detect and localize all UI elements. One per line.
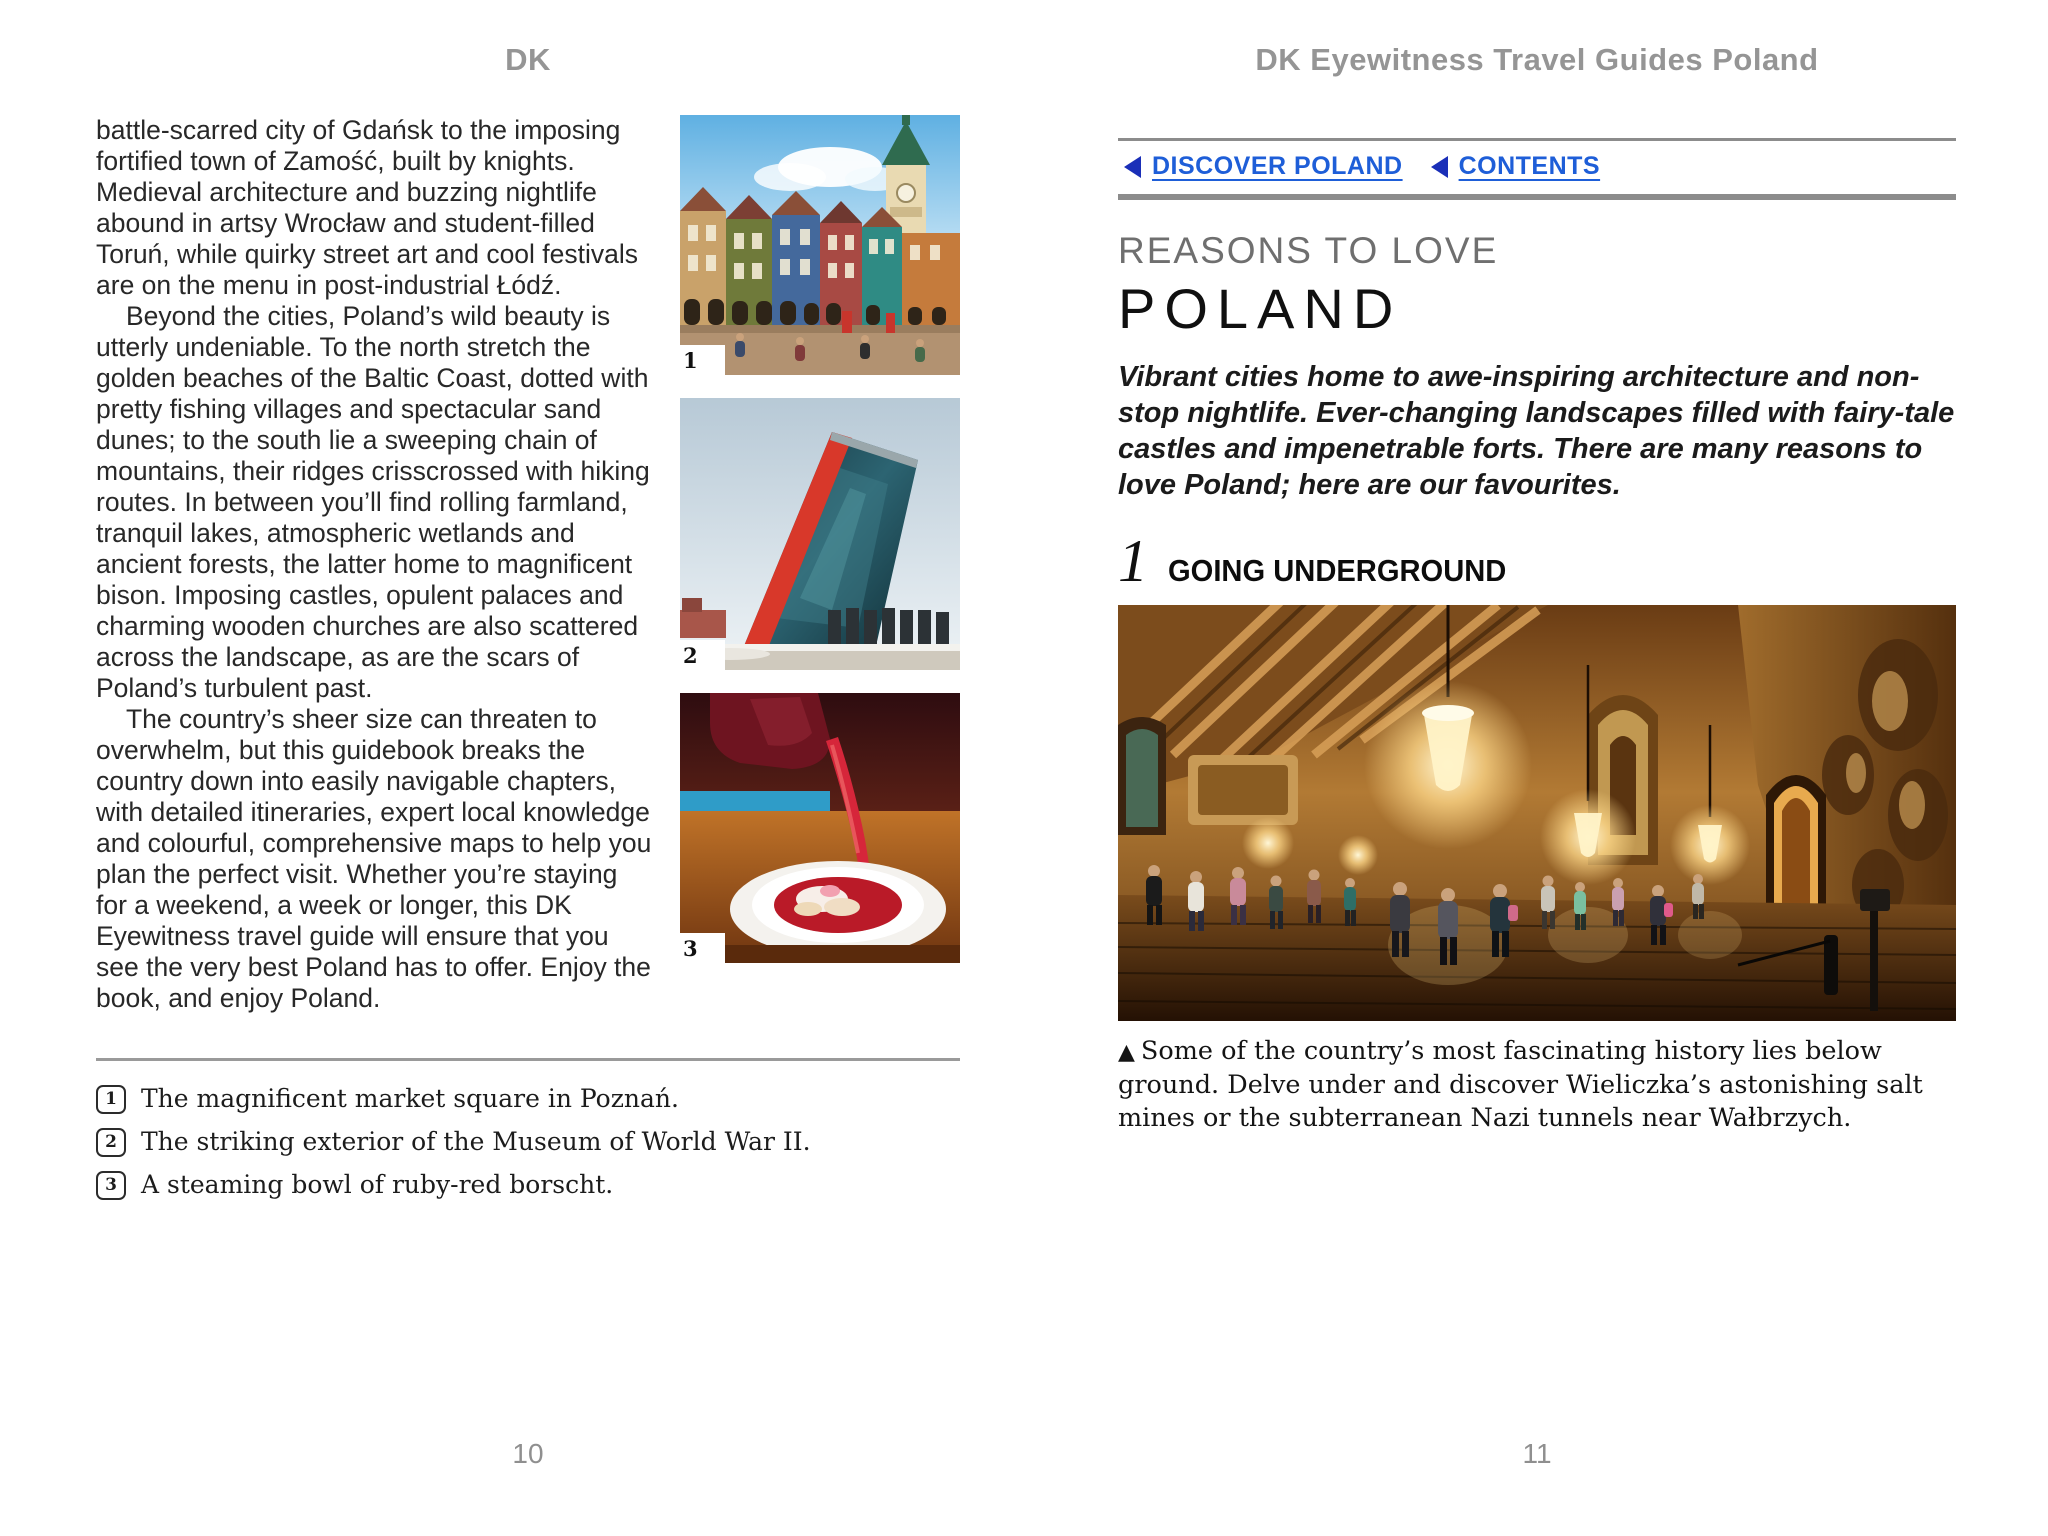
section-heading [1118, 528, 1956, 594]
photo-poznan-market-square [680, 115, 960, 375]
section-title: GOING UNDERGROUND [1168, 553, 1507, 588]
footnote-number-badge: 1 [96, 1085, 126, 1114]
section-number: 1 [1118, 528, 1148, 594]
footnote-number-badge: 2 [96, 1128, 126, 1157]
footnote-text: The striking exterior of the Museum of World War II. [141, 1127, 811, 1156]
photo-borscht-bowl [680, 693, 960, 963]
left-page [96, 42, 960, 1212]
figure-column [680, 115, 960, 986]
footnote-text: The magnificent market square in Poznań. [141, 1084, 679, 1113]
footnote-list [96, 1083, 960, 1203]
caption-text: Some of the country’s most fascinating history lies below ground. Delve under and discover Wieliczka’s astonishing salt mines or the subterranean Nazi tunnels near Wałbrzych. [1118, 1036, 1923, 1133]
left-running-head: DK [505, 42, 551, 77]
caption-arrow-icon: ▲ [1118, 1040, 1135, 1065]
figure-salt-mine [1118, 605, 1956, 1021]
figure-museum-ww2 [680, 398, 960, 670]
nav-link-label: CONTENTS [1458, 152, 1601, 180]
right-page-number: 11 [1522, 1438, 1552, 1469]
footnote-item [96, 1126, 960, 1160]
footnote-divider [96, 1058, 960, 1061]
left-page-number: 10 [512, 1438, 544, 1469]
nav-link-label: DISCOVER POLAND [1152, 152, 1403, 180]
body-paragraph: The country’s sheer size can threaten to overwhelm, but this guidebook breaks the country down into easily navigable chapters, with detailed itineraries, expert local knowledge and colourful, comprehensive maps to help you plan the perfect visit. Whether you’re staying for a weekend, a week or longer, this DK Eyewitness travel guide will ensure that you see the very best Poland has to offer. Enjoy the book, and enjoy Poland. [96, 704, 652, 1013]
body-paragraph: battle-scarred city of Gdańsk to the imposing fortified town of Zamość, built by knights. Medieval architecture and buzzing nightlife abound in artsy Wrocław and student-filled Toruń, while quirky street art and cool festivals are on the menu in post-industrial Łódź. [96, 115, 639, 300]
figure-poznan-market-square [680, 115, 960, 375]
left-body-text [96, 115, 960, 1014]
footnote-text: A steaming bowl of ruby-red borscht. [141, 1170, 614, 1199]
right-running-head: DK Eyewitness Travel Guides Poland [1255, 42, 1819, 77]
photo-museum-of-world-war-2 [680, 398, 960, 670]
footnote-item [96, 1083, 960, 1117]
standfirst-text: Vibrant cities home to awe-inspiring architecture and non-stop nightlife. Ever-changing landscapes filled with fairy-tale castles and impenetrable forts. There are many reasons to love Poland; here are our favourites. [1118, 361, 1955, 501]
figure-label: 3 [680, 933, 725, 963]
footnote-item [96, 1169, 960, 1203]
back-triangle-icon [1431, 156, 1448, 178]
nav-link-contents[interactable] [1431, 152, 1601, 181]
back-triangle-icon [1124, 156, 1141, 178]
figure-label: 1 [680, 345, 725, 375]
figure-borscht [680, 693, 960, 963]
breadcrumb-nav [1118, 138, 1956, 200]
right-page [1118, 42, 1956, 1135]
photo-wieliczka-salt-mine [1118, 605, 1956, 1021]
page-title: POLAND [1118, 277, 1403, 340]
nav-link-discover-poland[interactable] [1124, 152, 1403, 181]
section-kicker: REASONS TO LOVE [1118, 230, 1499, 271]
figure-label: 2 [680, 640, 725, 670]
footnote-number-badge: 3 [96, 1171, 126, 1200]
body-paragraph: Beyond the cities, Poland’s wild beauty is utterly undeniable. To the north stretch the golden beaches of the Baltic Coast, dotted with pretty fishing villages and spectacular sand dunes; to the south lie a sweeping chain of mountains, their ridges crisscrossed with hiking routes. In between you’ll find rolling farmland, tranquil lakes, atmospheric wetlands and ancient forests, the latter home to magnificent bison. Imposing castles, opulent palaces and charming wooden churches are also scattered across the landscape, as are the scars of Poland’s turbulent past. [96, 301, 650, 703]
figure-caption [1118, 1035, 1938, 1135]
